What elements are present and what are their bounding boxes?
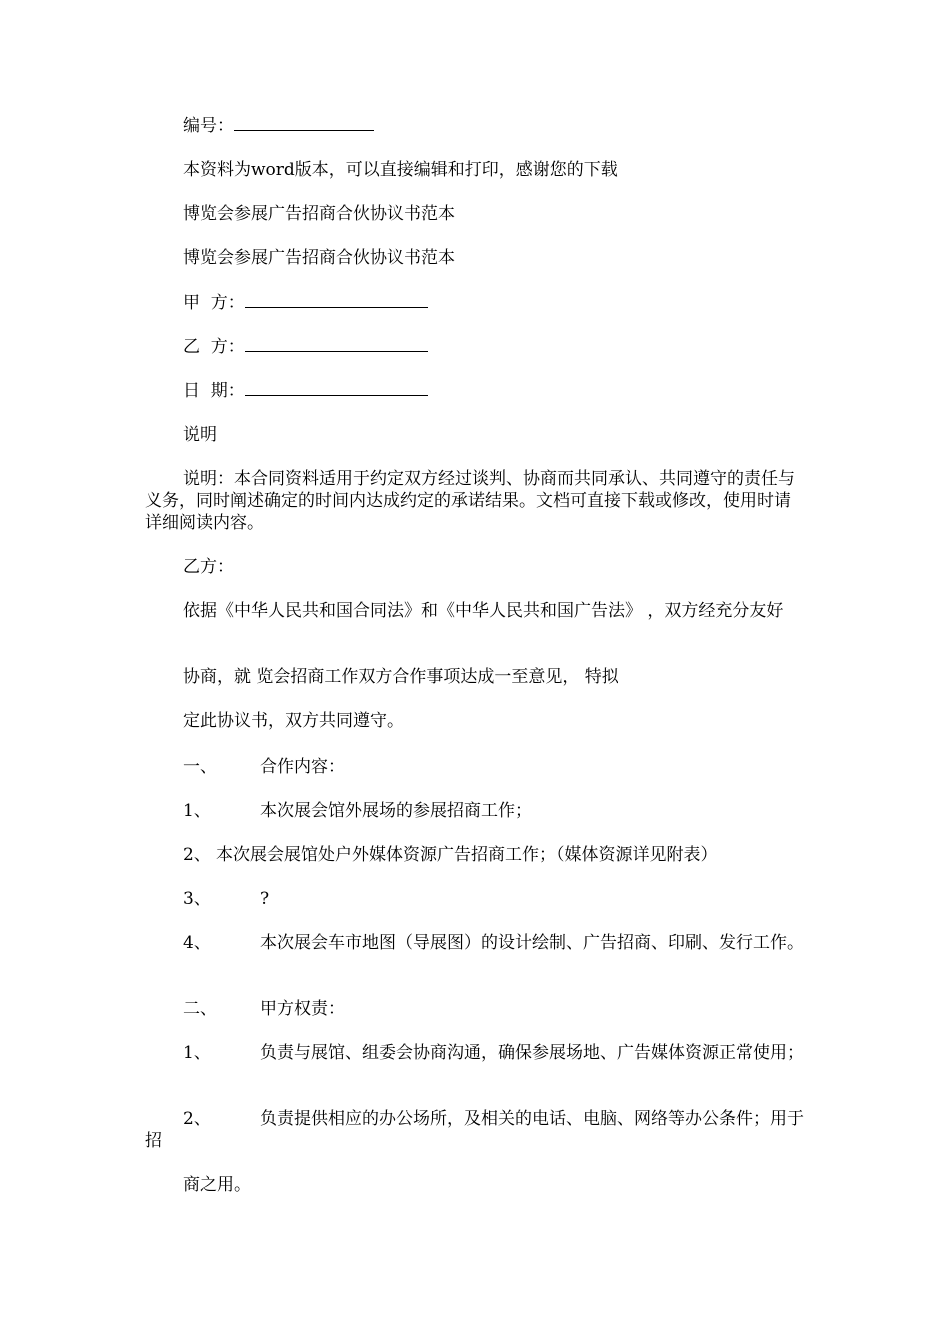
- explain-heading-line: [145, 424, 805, 446]
- code-line: [145, 115, 805, 137]
- party-b-line: [145, 336, 805, 358]
- item-4: [145, 932, 805, 954]
- party-b-blank: [245, 336, 428, 352]
- date-label: 日 期：: [183, 381, 245, 401]
- item-1-number: 1、: [183, 801, 211, 821]
- item-4-text: 本次展会车市地图（导展图）的设计绘制、广告招商、印刷、发行工作。: [260, 933, 804, 953]
- explain-text: 说明：本合同资料适用于约定双方经过谈判、协商而共同承认、共同遵守的责任与义务，同时阐述确定的时间内达成约定的承诺结果。文档可直接下载或修改，使用时请详细阅读内容。: [145, 469, 795, 533]
- document-title-1: 博览会参展广告招商合伙协议书范本: [183, 204, 455, 224]
- duty-2-continued: [145, 1174, 805, 1196]
- code-label: 编号：: [183, 116, 234, 136]
- party-a-label: 甲 方：: [183, 293, 245, 313]
- item-1: [145, 800, 805, 822]
- explain-paragraph: [145, 468, 805, 534]
- section-1-title: 合作内容：: [260, 757, 345, 777]
- duty-2-cont-text: 商之用。: [183, 1175, 251, 1195]
- section-2-number: 二、: [183, 999, 217, 1019]
- duty-2-text: 负责提供相应的办公场所，及相关的电话、电脑、网络等办公条件；用于招: [145, 1109, 804, 1151]
- document-title-2: 博览会参展广告招商合伙协议书范本: [183, 248, 455, 268]
- basis-paragraph: [145, 600, 805, 622]
- party-b-line-text: 乙方：: [183, 557, 234, 577]
- party-a-blank: [245, 292, 428, 308]
- title-line-1: [145, 203, 805, 225]
- notice-text: 本资料为word版本，可以直接编辑和打印，感谢您的下载: [183, 160, 618, 180]
- section-1-heading: [145, 756, 805, 778]
- duty-1: [145, 1042, 805, 1064]
- code-blank: [234, 115, 374, 131]
- section-2-title: 甲方权责：: [260, 999, 345, 1019]
- duty-2: [145, 1108, 805, 1152]
- notice-line: [145, 159, 805, 181]
- item-1-text: 本次展会馆外展场的参展招商工作；: [260, 801, 532, 821]
- explain-heading: 说明: [183, 425, 217, 445]
- consult-text: 协商，就 览会招商工作双方合作事项达成一至意见， 特拟: [183, 667, 619, 687]
- agreement-paragraph: [145, 710, 805, 732]
- item-2-number: 2、: [183, 845, 211, 865]
- item-2: [145, 844, 805, 866]
- item-3: [145, 888, 805, 910]
- item-3-text: ?: [260, 889, 270, 909]
- consult-paragraph: [145, 666, 805, 688]
- item-3-number: 3、: [183, 889, 211, 909]
- item-2-text: 本次展会展馆处户外媒体资源广告招商工作；（媒体资源详见附表）: [216, 845, 718, 865]
- agreement-text: 定此协议书，双方共同遵守。: [183, 711, 404, 731]
- title-line-2: [145, 247, 805, 269]
- section-2-heading: [145, 998, 805, 1020]
- item-4-number: 4、: [183, 933, 211, 953]
- basis-text: 依据《中华人民共和国合同法》和《中华人民共和国广告法》 ，双方经充分友好: [183, 601, 784, 621]
- date-line: [145, 380, 805, 402]
- duty-1-text: 负责与展馆、组委会协商沟通，确保参展场地、广告媒体资源正常使用；: [260, 1043, 804, 1063]
- party-b-label: 乙 方：: [183, 337, 245, 357]
- date-blank: [245, 380, 428, 396]
- party-a-line: [145, 292, 805, 314]
- duty-2-number: 2、: [183, 1109, 211, 1129]
- duty-1-number: 1、: [183, 1043, 211, 1063]
- party-b-para: [145, 556, 805, 578]
- section-1-number: 一、: [183, 757, 217, 777]
